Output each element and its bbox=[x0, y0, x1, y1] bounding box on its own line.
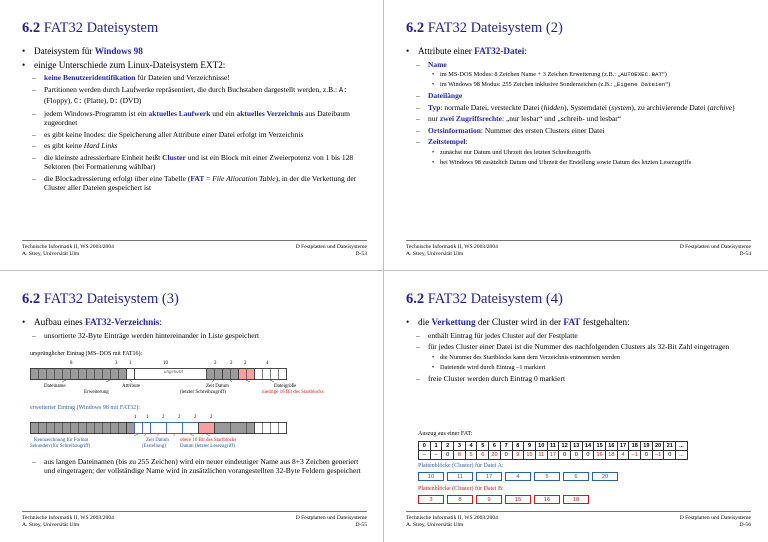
fat-value-cell: 5 bbox=[465, 451, 477, 460]
cluster-block: 3 bbox=[418, 495, 444, 504]
slide-content bbox=[406, 317, 753, 385]
fat-value-cell: 6 bbox=[477, 451, 489, 460]
bullet: • einige Unterschiede zum Linux-Dateisystem EXT2: bbox=[22, 60, 369, 71]
byte-count: 1 bbox=[134, 415, 137, 420]
fat-index-cell: 3 bbox=[454, 442, 466, 451]
byte-count: 2 bbox=[230, 361, 233, 366]
fat-value-cell: 8 bbox=[454, 451, 466, 460]
byte-count: 1 bbox=[146, 415, 149, 420]
unused-label: ungenutzt bbox=[164, 370, 184, 375]
slide-d56 bbox=[384, 271, 767, 541]
fat-value-cell: 4 bbox=[617, 451, 629, 460]
fat-value-cell: 16 bbox=[594, 451, 606, 460]
chain-a bbox=[418, 472, 618, 481]
sub-sub-bullet: • im Windows 98 Modus: 255 Zeichen inklusive Sonderzeichen (z.B.: „Eigene Dateien“) bbox=[406, 81, 753, 89]
cluster-block: 11 bbox=[447, 472, 473, 481]
fat-index-cell: 15 bbox=[594, 442, 606, 451]
fat-value-cell: – bbox=[430, 451, 442, 460]
sub-sub-bullet: • Dateiende wird durch Eintrag –1 markiert bbox=[406, 364, 753, 372]
bullet: • Aufbau eines FAT32-Verzeichnis: bbox=[22, 317, 369, 328]
original-entry-bar bbox=[30, 368, 290, 382]
original-entry-label: ursprünglicher Eintrag (MS–DOS mit FAT16): bbox=[30, 351, 143, 357]
fat-index-cell: 19 bbox=[641, 442, 653, 451]
sub-bullet: – Zeitstempel: bbox=[406, 137, 753, 146]
fat-index-cell: 8 bbox=[512, 442, 524, 451]
fat-value-row bbox=[419, 451, 688, 460]
slide-content bbox=[406, 46, 753, 169]
fat-index-cell: ... bbox=[676, 442, 688, 451]
field-label: Zeit Datum bbox=[146, 438, 169, 443]
field-label: Erweiterung bbox=[84, 390, 109, 395]
fat-index-cell: 7 bbox=[500, 442, 512, 451]
fat-index-cell: 4 bbox=[465, 442, 477, 451]
cluster-block: 10 bbox=[418, 472, 444, 481]
cluster-block: 4 bbox=[505, 472, 531, 481]
fat-index-cell: 5 bbox=[477, 442, 489, 451]
sub-bullet: – jedem Windows-Programm ist ein aktuelles Laufwerk und ein aktuelles Verzeichnis aus Dateibaum zugeordnet bbox=[22, 109, 369, 127]
field-label: Attribute bbox=[122, 384, 141, 389]
cluster-block: 5 bbox=[534, 472, 560, 481]
byte-count: 2 bbox=[194, 415, 197, 420]
sub-bullet: – Dateilänge bbox=[406, 91, 753, 100]
fat-index-cell: 17 bbox=[617, 442, 629, 451]
extended-entry-bar bbox=[30, 422, 290, 436]
byte-count: 3 bbox=[115, 361, 118, 366]
field-label: Dateigröße bbox=[274, 384, 297, 389]
fat-index-cell: 16 bbox=[606, 442, 618, 451]
field-label: Datum (letzter Lesezugriff) bbox=[180, 444, 235, 449]
cluster-block: 9 bbox=[476, 495, 502, 504]
chain-b bbox=[418, 495, 589, 504]
sub-bullet: – die Blockadressierung erfolgt über eine Tabelle (FAT = File Allocation Table), in der die Verkettung der Cluster aller Dateien gespeichert ist bbox=[22, 174, 369, 192]
field-label: niedrige 16 Bit des Startblocks bbox=[262, 390, 324, 395]
byte-count: 8 bbox=[70, 361, 73, 366]
cluster-block: 15 bbox=[505, 495, 531, 504]
sub-bullet: – für jedes Cluster einer Datei ist die Nummer des nachfolgenden Clusters als 32-Bit Zahl eingetragen bbox=[406, 342, 753, 351]
byte-count: 1 bbox=[129, 361, 132, 366]
field-label: (Erstellung) bbox=[142, 444, 166, 449]
fat-table bbox=[418, 441, 688, 460]
fat-value-cell: –1 bbox=[652, 451, 664, 460]
fat-index-cell: 21 bbox=[664, 442, 676, 451]
bullet: • Attribute einer FAT32-Datei: bbox=[406, 46, 753, 57]
fat-index-cell: 14 bbox=[582, 442, 594, 451]
fat-index-cell: 20 bbox=[652, 442, 664, 451]
sub-bullet: – Typ: normale Datei, versteckte Datei (hidden), Systemdatei (system), zu archivierende Datei (archive) bbox=[406, 103, 753, 112]
sub-bullet: – Ortsinformation: Nummer des ersten Clusters einer Datei bbox=[406, 126, 753, 135]
slide-footer: Technische Informatik II, WS 2003/2004 A. Strey, Universität Ulm D Festplatten und Dateisysteme D-53 bbox=[22, 240, 367, 258]
chain-a-label: Plattenblöcke (Cluster) für Datei A: bbox=[418, 463, 504, 469]
fat-value-cell: 0 bbox=[559, 451, 571, 460]
fat-index-cell: 9 bbox=[524, 442, 536, 451]
fat-value-cell: 0 bbox=[442, 451, 454, 460]
extended-entry-label: erweiterter Eintrag (Windows 98 mit FAT32): bbox=[30, 405, 140, 411]
sub-bullet: – nur zwei Zugriffsrechte: „nur lesbar“ und „schreib- und lesbar“ bbox=[406, 114, 753, 123]
fat-index-cell: 18 bbox=[629, 442, 641, 451]
cluster-block: 16 bbox=[534, 495, 560, 504]
slide-title: 6.2 FAT32 Dateisystem (2) bbox=[406, 20, 563, 36]
slide-content bbox=[22, 317, 369, 342]
field-label: Dateiname bbox=[44, 384, 66, 389]
slide-title: 6.2 FAT32 Dateisystem (3) bbox=[22, 291, 179, 307]
fat-value-cell: 17 bbox=[547, 451, 559, 460]
fat-value-cell: 11 bbox=[535, 451, 547, 460]
field-label: Sekunden (für Schreibzugriff) bbox=[30, 444, 91, 449]
cluster-block: 17 bbox=[476, 472, 502, 481]
byte-count: 2 bbox=[214, 361, 217, 366]
fat-value-cell: 0 bbox=[641, 451, 653, 460]
field-label: obere 16 Bit des Startblocks bbox=[180, 438, 237, 443]
cluster-block: 20 bbox=[592, 472, 618, 481]
sub-bullet: – keine Benutzeridentifikation für Dateien und Verzeichnisse! bbox=[22, 73, 369, 82]
fat-index-cell: 2 bbox=[442, 442, 454, 451]
field-label: (letzter Schreibzugriff) bbox=[180, 390, 226, 395]
byte-count: 2 bbox=[244, 361, 247, 366]
sub-sub-bullet: • bei Windows 98 zusätzlich Datum und Uhrzeit der Erstellung sowie Datum des letzten Lesezugriffs bbox=[406, 159, 753, 167]
fat-index-cell: 1 bbox=[430, 442, 442, 451]
fat-value-cell: – bbox=[419, 451, 431, 460]
fat-value-cell: 0 bbox=[570, 451, 582, 460]
chain-b-label: Plattenblöcke (Cluster) für Datei B: bbox=[418, 486, 504, 492]
fat-index-cell: 12 bbox=[559, 442, 571, 451]
slide-content-bottom bbox=[22, 457, 369, 478]
sub-sub-bullet: • die Nummer des Startblocks kann dem Verzeichnis entnommen werden bbox=[406, 354, 753, 362]
cluster-block: 6 bbox=[563, 472, 589, 481]
fat-value-cell: 20 bbox=[489, 451, 501, 460]
sub-bullet: – aus langen Dateinamen (bis zu 255 Zeichen) wird ein neuer eindeutiger Name aus 8+3 Zeichen generiert und eingetragen; der vollständige Name wird in zusätzlichen vorangestellten 32-Byte Feldern gespeichert bbox=[22, 457, 369, 475]
fat-index-cell: 11 bbox=[547, 442, 559, 451]
field-label: Zeit Datum bbox=[206, 384, 229, 389]
fat-index-row bbox=[419, 442, 688, 451]
slide-d55 bbox=[0, 271, 383, 541]
byte-count: 10 bbox=[163, 361, 168, 366]
byte-count: 2 bbox=[210, 415, 213, 420]
bullet: • die Verkettung der Cluster wird in der FAT festgehalten: bbox=[406, 317, 753, 328]
sub-bullet: – Partitionen werden durch Laufwerke repräsentiert, die durch Buchstaben dargestellt werden, z.B.: A: (Floppy), C: (Platte), D: (DVD) bbox=[22, 85, 369, 107]
byte-count: 4 bbox=[266, 361, 269, 366]
byte-count: 2 bbox=[162, 415, 165, 420]
slide-content bbox=[22, 46, 369, 194]
slide-footer: Technische Informatik II, WS 2003/2004 A. Strey, Universität Ulm D Festplatten und Dateisysteme D-56 bbox=[406, 511, 751, 529]
fat-value-cell: 0 bbox=[582, 451, 594, 460]
slide-d53 bbox=[0, 0, 383, 270]
slide-d54 bbox=[384, 0, 767, 270]
fat-index-cell: 10 bbox=[535, 442, 547, 451]
sub-sub-bullet: • im MS-DOS Modus: 8 Zeichen Name + 3 Zeichen Erweiterung (z.B.: „AUTOEXEC.BAT“) bbox=[406, 71, 753, 79]
field-label: Kennzeichnung für Format bbox=[34, 438, 89, 443]
fat-value-cell: 18 bbox=[606, 451, 618, 460]
fat-value-cell: 0 bbox=[664, 451, 676, 460]
fat-value-cell: ... bbox=[676, 451, 688, 460]
slide-footer: Technische Informatik II, WS 2003/2004 A. Strey, Universität Ulm D Festplatten und Dateisysteme D-54 bbox=[406, 240, 751, 258]
sub-bullet: – freie Cluster werden durch Eintrag 0 markiert bbox=[406, 374, 753, 383]
fat-label: Auszug aus einer FAT: bbox=[418, 431, 473, 437]
cluster-block: 8 bbox=[447, 495, 473, 504]
cluster-block: 18 bbox=[563, 495, 589, 504]
sub-bullet: – unsortierte 32-Byte Einträge werden hintereinander in Liste gespeichert bbox=[22, 331, 369, 340]
slide-footer: Technische Informatik II, WS 2003/2004 A. Strey, Universität Ulm D Festplatten und Dateisysteme D-55 bbox=[22, 511, 367, 529]
fat-index-cell: 6 bbox=[489, 442, 501, 451]
slide-title: 6.2 FAT32 Dateisystem (4) bbox=[406, 291, 563, 307]
sub-bullet: – Name bbox=[406, 60, 753, 69]
fat-value-cell: 15 bbox=[524, 451, 536, 460]
fat-value-cell: 0 bbox=[500, 451, 512, 460]
sub-sub-bullet: • zunächst nur Datum und Uhrzeit des letzten Schreibzugriffs bbox=[406, 149, 753, 157]
sub-bullet: – es gibt keine Hard Links bbox=[22, 141, 369, 150]
slide-title: 6.2 FAT32 Dateisystem bbox=[22, 20, 159, 36]
fat-value-cell: –1 bbox=[629, 451, 641, 460]
sub-bullet: – enthält Eintrag für jedes Cluster auf der Festplatte bbox=[406, 331, 753, 340]
fat-value-cell: 9 bbox=[512, 451, 524, 460]
bullet: • Dateisystem für Windows 98 bbox=[22, 46, 369, 57]
sub-bullet: – es gibt keine Inodes: die Speicherung aller Attribute einer Datei erfolgt im Verzeichnis bbox=[22, 130, 369, 139]
fat-index-cell: 13 bbox=[570, 442, 582, 451]
fat-index-cell: 0 bbox=[419, 442, 431, 451]
byte-count: 2 bbox=[178, 415, 181, 420]
sub-bullet: – die kleinste adressierbare Einheit heißt Cluster und ist ein Block mit einer Zweierpotenz von 1 bis 128 Sektoren (bei Formatierung wählbar) bbox=[22, 153, 369, 171]
